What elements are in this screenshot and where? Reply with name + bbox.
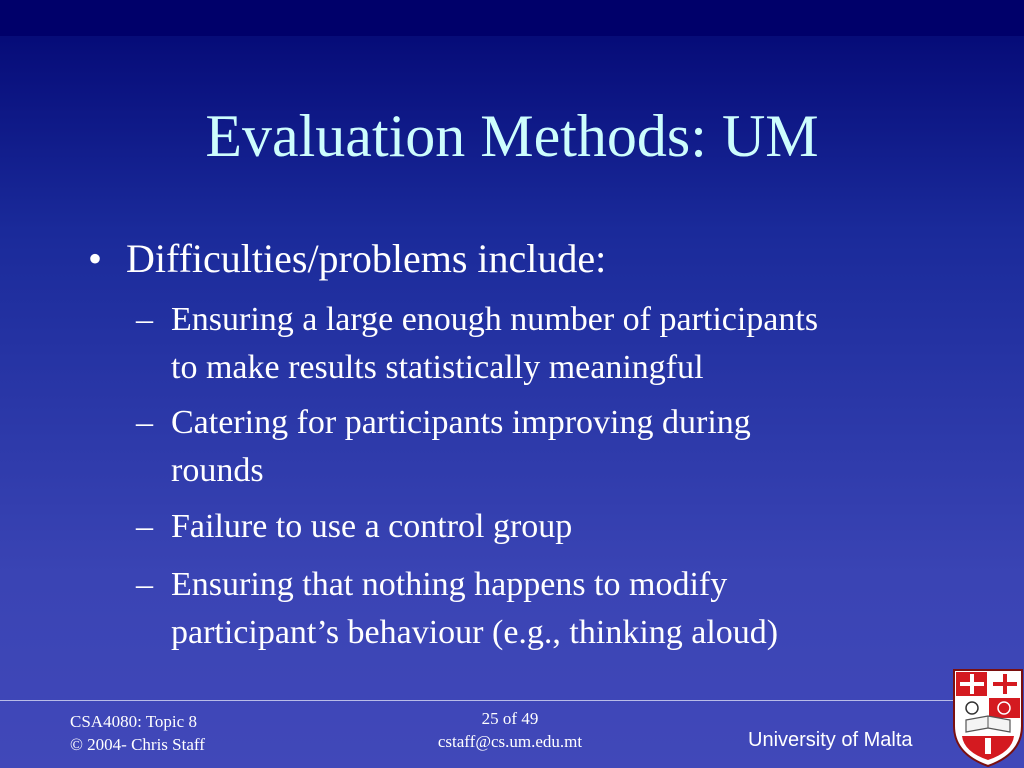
bullet-item	[88, 233, 606, 285]
sub-bullet-item	[136, 296, 936, 392]
sub-bullet-marker: –	[136, 566, 153, 603]
sub-bullet-item	[136, 561, 936, 657]
sub-bullet-line: Ensuring that nothing happens to modify	[171, 566, 728, 603]
university-crest-icon	[952, 668, 1024, 768]
footer-email: cstaff@cs.um.edu.mt	[437, 732, 583, 751]
slide-title: Evaluation Methods: UM	[205, 103, 819, 169]
slide-top-band	[0, 0, 1024, 36]
bullet-text: Difficulties/problems include:	[126, 236, 607, 281]
sub-bullet-item	[136, 503, 936, 551]
footer-copyright: © 2004- Chris Staff	[70, 735, 205, 754]
footer-page-number: 25 of 49	[481, 709, 539, 728]
sub-bullet-item	[136, 399, 936, 495]
footer-course: CSA4080: Topic 8	[70, 712, 197, 731]
sub-bullet-line: rounds	[171, 452, 264, 489]
sub-bullet-line: Catering for participants improving during	[171, 404, 751, 441]
footer-divider	[0, 700, 955, 701]
sub-bullet-line: Ensuring a large enough number of participants	[171, 301, 819, 338]
footer-university: University of Malta	[748, 729, 913, 751]
sub-bullet-marker: –	[136, 508, 153, 545]
sub-bullet-line: Failure to use a control group	[171, 508, 573, 545]
sub-bullet-line: to make results statistically meaningful	[171, 349, 704, 386]
footer-left	[70, 710, 205, 756]
sub-bullet-line: participant’s behaviour (e.g., thinking aloud)	[171, 614, 779, 651]
sub-bullet-marker: –	[136, 301, 153, 338]
bullet-marker: •	[88, 236, 103, 281]
sub-bullet-marker: –	[136, 404, 153, 441]
footer-center	[410, 707, 610, 753]
